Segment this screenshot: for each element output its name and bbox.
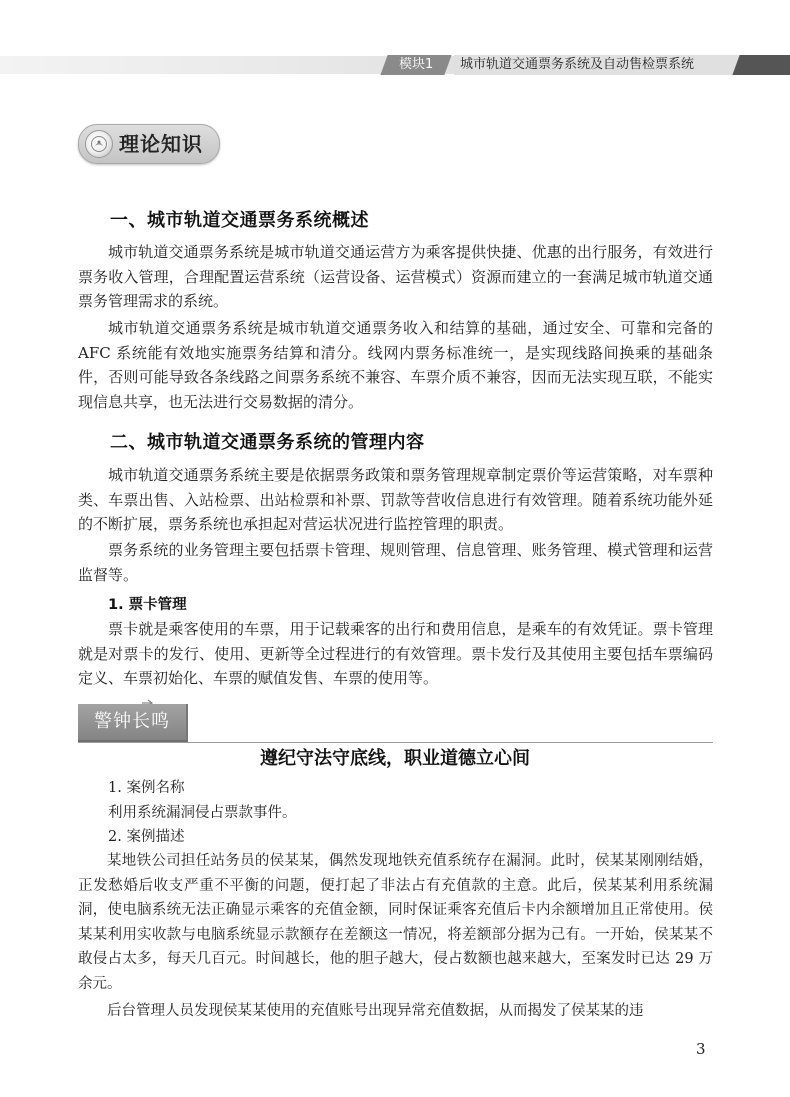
subsection-heading: 1. 票卡管理 — [108, 597, 187, 613]
case-name: 利用系统漏洞侵占票款事件。 — [108, 805, 297, 821]
case-description-label: 2. 案例描述 — [108, 829, 185, 845]
section2-paragraph-2: 票务系统的业务管理主要包括票卡管理、规则管理、信息管理、账务管理、模式管理和运营监督等。 — [78, 541, 713, 584]
alert-tab — [78, 704, 188, 742]
case-title: 遵纪守法守底线，职业道德立心间 — [260, 748, 530, 769]
case-name-label: 1. 案例名称 — [108, 780, 185, 796]
running-header-title: 城市轨道交通票务系统及自动售检票系统 — [454, 55, 740, 75]
section-badge — [78, 124, 220, 164]
subsection-paragraph: 票卡就是乘客使用的车票，用于记载乘客的出行和费用信息，是乘车的有效凭证。票卡管理就是对票卡的发行、使用、更新等全过程进行的有效管理。票卡发行及其使用主要包括车票编码定义、车票初始化、车票的赋值发售、车票的使用等。 — [78, 620, 713, 688]
alert-tab-label: 警钟长鸣 — [94, 711, 170, 732]
section1-paragraph-1: 城市轨道交通票务系统是城市轨道交通运营方为乘客提供快捷、优惠的出行服务，有效进行票务收入管理，合理配置运营系统（运营设备、运营模式）资源而建立的一套满足城市轨道交通票务管理需求的系统。 — [78, 243, 713, 311]
alert-divider — [78, 742, 713, 743]
section1-heading: 一、城市轨道交通票务系统概述 — [110, 210, 369, 231]
case-paragraph-2: 后台管理人员发现侯某某使用的充值账号出现异常充值数据，从而揭发了侯某某的违 — [107, 1003, 644, 1019]
header-end-bar — [732, 55, 790, 75]
case-paragraph-1: 某地铁公司担任站务员的侯某某，偶然发现地铁充值系统存在漏洞。此时，侯某某刚刚结婚，正发愁婚后收支严重不平衡的问题，便打起了非法占有充值款的主意。此后，侯某某利用系统漏洞，使电脑系统无法正确显示乘客的充值金额，同时保证乘客充值后卡内余额增加且正常使用。侯某某利用实收款与电脑系统显示款额存在差额这一情况，将差额部分据为己有。一开始，侯某某不敢侵占太多，每天几百元。时间越长，他的胆子越大，侵占数额也越来越大，至案发时已达 29 万余元。 — [78, 853, 713, 992]
page-number: 3 — [696, 1040, 706, 1058]
section2-paragraph-1: 城市轨道交通票务系统主要是依据票务政策和票务管理规章制定票价等运营策略，对车票种类、车票出售、入站检票、出站检票和补票、罚款等营收信息进行有效管理。随着系统功能外延的不断扩展，票务系统也承担起对营运状况进行监控管理的职责。 — [78, 466, 713, 534]
section1-paragraph-2: 城市轨道交通票务系统是城市轨道交通票务收入和结算的基础，通过安全、可靠和完备的 AFC 系统能有效地实施票务结算和清分。线网内票务标准统一，是实现线路间换乘的基础条件，否则可能导致各条线路之间票务系统不兼容、车票介质不兼容，因而无法实现互联，不能实现信息共享，也无法进行交易数据的清分。 — [78, 319, 713, 411]
module-label: 模块1 — [380, 55, 451, 75]
emblem-icon — [85, 130, 113, 158]
section-badge-label: 理论知识 — [119, 132, 203, 156]
section2-heading: 二、城市轨道交通票务系统的管理内容 — [110, 432, 425, 453]
